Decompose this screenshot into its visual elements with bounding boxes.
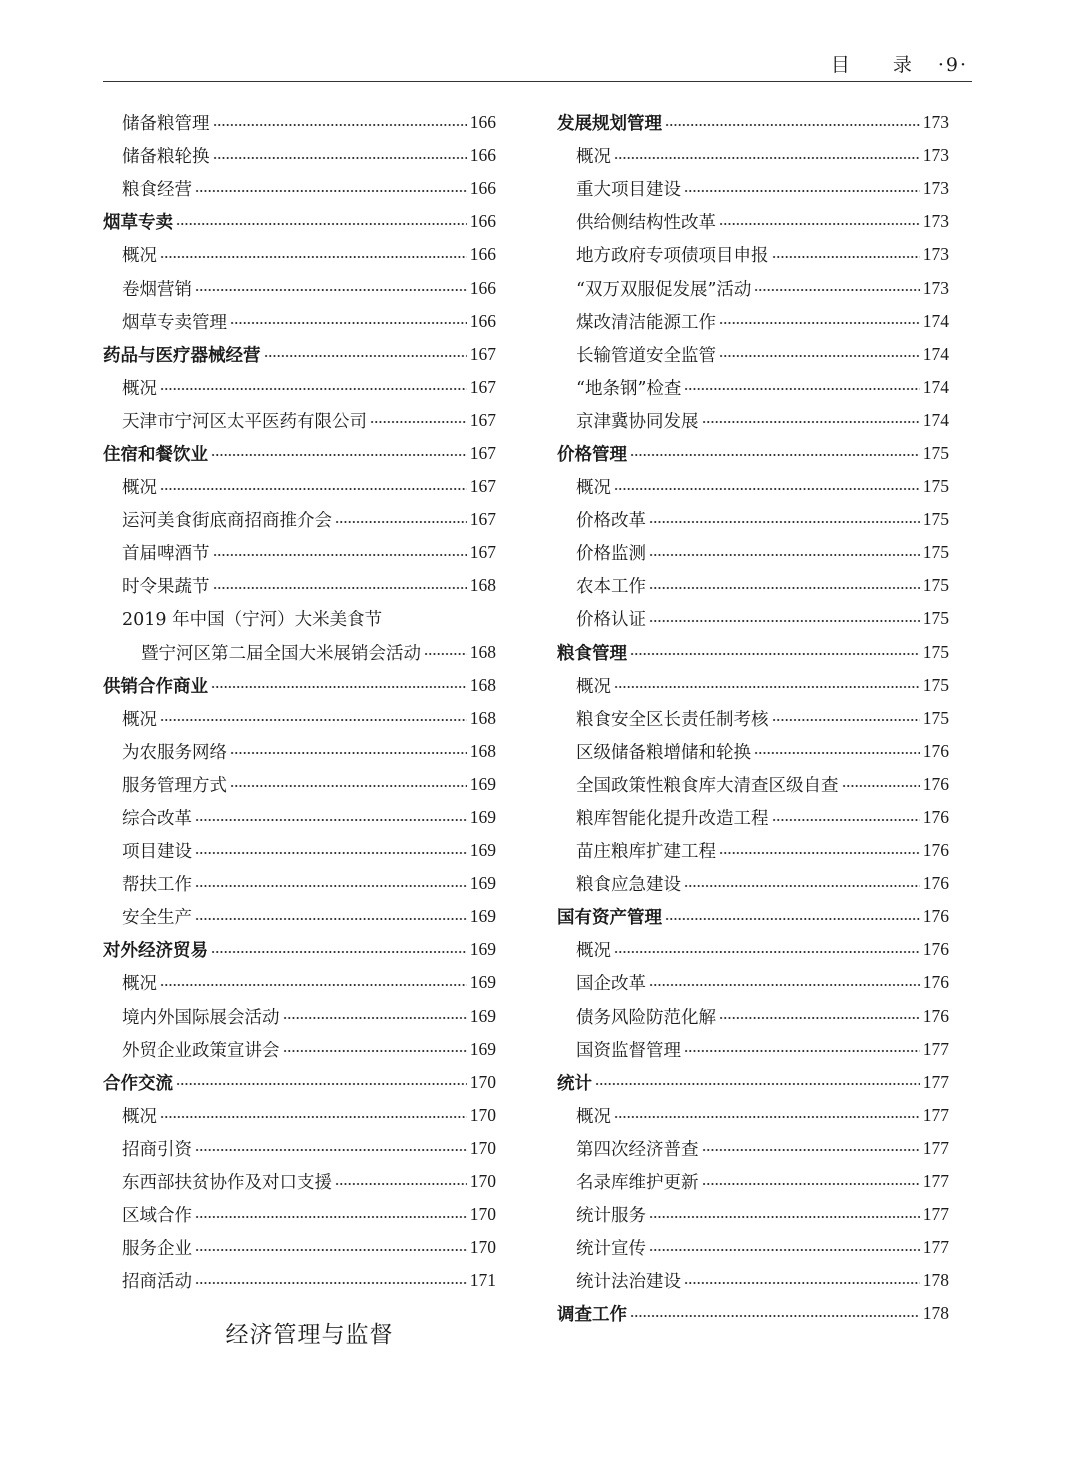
toc-leader-dots [614,487,920,491]
toc-entry-label: 价格认证 [576,610,646,631]
toc-page-number: 178 [922,1270,949,1291]
toc-entry [557,1198,949,1231]
toc-entry-label: 概况 [122,709,157,730]
toc-leader-dots [195,189,467,193]
toc-page-number: 177 [922,1204,949,1225]
toc-entry [557,933,949,966]
toc-entry-label: 发展规划管理 [557,114,662,135]
toc-entry-label: 区级储备粮增储和轮换 [576,742,751,763]
toc-section-entry [557,106,949,139]
toc-entry [557,1165,949,1198]
toc-page-number: 174 [922,343,949,364]
toc-entry [103,1231,496,1264]
toc-page-number: 167 [469,343,496,364]
toc-entry [557,1264,949,1297]
toc-entry-label: 时令果蔬节 [122,577,210,598]
toc-entry [557,238,949,271]
toc-entry [103,1000,496,1033]
toc-leader-dots [195,288,467,292]
toc-entry-label: 服务企业 [122,1239,192,1260]
toc-page-number: 173 [922,244,949,265]
toc-page-number: 177 [922,1171,949,1192]
toc-entry [557,271,949,304]
toc-leader-dots [649,586,920,590]
toc-leader-dots [772,255,920,259]
toc-entry-label: 调查工作 [557,1305,627,1326]
toc-page-number: 170 [469,1204,496,1225]
toc-entry-label: 烟草专卖 [103,213,173,234]
toc-leader-dots [649,1215,920,1219]
toc-page-number: 169 [469,939,496,960]
toc-page-number: 175 [922,509,949,530]
toc-entry [557,371,949,404]
toc-leader-dots [195,917,467,921]
toc-section-entry [103,1066,496,1099]
toc-entry-label: 重大项目建设 [576,180,681,201]
toc-page-number: 175 [922,575,949,596]
toc-page-number: 168 [469,674,496,695]
toc-entry [103,503,496,536]
toc-leader-dots [195,884,467,888]
toc-leader-dots [195,1215,467,1219]
toc-entry [557,669,949,702]
toc-page-number: 166 [469,112,496,133]
toc-page-number: 167 [469,376,496,397]
toc-leader-dots [649,1248,920,1252]
toc-entry-label: 粮食经营 [122,180,192,201]
toc-entry [557,1099,949,1132]
toc-page-number: 170 [469,1237,496,1258]
toc-entry-label: 概况 [576,676,611,697]
toc-leader-dots [213,586,467,590]
toc-entry-label: 供销合作商业 [103,676,208,697]
toc-page-number: 176 [922,972,949,993]
toc-leader-dots [614,156,920,160]
toc-leader-dots [335,520,467,524]
toc-leader-dots [335,1182,467,1186]
toc-entry [557,966,949,999]
toc-page-number: 166 [469,211,496,232]
toc-page-number: 166 [469,310,496,331]
toc-entry-label: 概况 [122,478,157,499]
toc-page-number: 169 [469,906,496,927]
toc-entry-label: 药品与医疗器械经营 [103,345,261,366]
toc-page-number: 176 [922,773,949,794]
toc-leader-dots [283,1049,467,1053]
toc-leader-dots [264,354,467,358]
toc-entry [103,1132,496,1165]
toc-page-number: 177 [922,1038,949,1059]
toc-page-number: 173 [922,145,949,166]
toc-section-entry [557,437,949,470]
toc-page-number: 169 [469,807,496,828]
toc-leader-dots [684,189,920,193]
toc-page-number: 174 [922,409,949,430]
toc-entry [103,702,496,735]
toc-leader-dots [176,1082,467,1086]
toc-entry [557,768,949,801]
toc-leader-dots [842,784,920,788]
toc-entry-label: 为农服务网络 [122,742,227,763]
toc-entry [103,470,496,503]
toc-entry-label: 统计宣传 [576,1239,646,1260]
toc-leader-dots [195,1248,467,1252]
toc-entry-label: 国资监督管理 [576,1040,681,1061]
toc-entry-label: 运河美食街底商招商推介会 [122,511,332,532]
toc-leader-dots [665,917,920,921]
toc-leader-dots [213,156,467,160]
toc-entry [103,569,496,602]
toc-leader-dots [772,818,920,822]
toc-leader-dots [213,553,467,557]
toc-entry [103,1198,496,1231]
toc-leader-dots [649,553,920,557]
toc-left-column [103,106,496,1297]
toc-page-number: 176 [922,840,949,861]
toc-page-number: 177 [922,1104,949,1125]
toc-entry-label: 粮食安全区长责任制考核 [576,709,769,730]
toc-entry-label: 第四次经济普查 [576,1139,699,1160]
toc-entry [103,238,496,271]
toc-page-number: 168 [469,641,496,662]
toc-section-entry [103,338,496,371]
toc-leader-dots [230,751,467,755]
toc-entry-label: 储备粮管理 [122,114,210,135]
toc-entry [103,768,496,801]
toc-page-number: 167 [469,542,496,563]
toc-leader-dots [213,123,467,127]
toc-entry [103,371,496,404]
toc-leader-dots [702,1148,920,1152]
toc-page-number: 174 [922,376,949,397]
toc-entry-label: 烟草专卖管理 [122,312,227,333]
toc-entry-label: 名录库维护更新 [576,1173,699,1194]
toc-leader-dots [719,354,920,358]
toc-leader-dots [719,321,920,325]
toc-entry-label: 概况 [122,1106,157,1127]
toc-leader-dots [684,387,919,391]
toc-entry-label: 招商活动 [122,1272,192,1293]
toc-entry [103,1099,496,1132]
toc-entry [103,536,496,569]
toc-entry-label: 暨宁河区第二届全国大米展销会活动 [141,643,421,664]
toc-leader-dots [195,851,467,855]
toc-entry-label: 项目建设 [122,842,192,863]
toc-leader-dots [160,255,467,259]
toc-entry-label: 统计法治建设 [576,1272,681,1293]
toc-page-number: 177 [922,1071,949,1092]
toc-page-number: 175 [922,674,949,695]
toc-entry-label: “地条钢”检查 [576,378,682,399]
toc-page-number: 176 [922,807,949,828]
toc-leader-dots [684,1281,920,1285]
toc-entry-label: 粮库智能化提升改造工程 [576,809,769,830]
toc-leader-dots [649,619,920,623]
toc-page-number: 176 [922,740,949,761]
toc-leader-dots [160,983,467,987]
toc-entry-label: 招商引资 [122,1139,192,1160]
toc-leader-dots [754,288,919,292]
toc-leader-dots [614,1115,920,1119]
toc-entry-label: 全国政策性粮食库大清查区级自查 [576,775,839,796]
toc-leader-dots [630,453,920,457]
toc-leader-dots [176,222,467,226]
toc-page-number: 168 [469,575,496,596]
toc-entry [557,735,949,768]
toc-leader-dots [211,685,467,689]
toc-page-number: 168 [469,740,496,761]
toc-page-number: 166 [469,178,496,199]
toc-entry [557,338,949,371]
toc-entry-label: 安全生产 [122,908,192,929]
toc-entry [557,1033,949,1066]
toc-page-number: 169 [469,773,496,794]
toc-entry-label: 住宿和餐饮业 [103,444,208,465]
toc-entry-label: 储备粮轮换 [122,147,210,168]
toc-entry [557,834,949,867]
toc-entry-label: 合作交流 [103,1073,173,1094]
toc-page-number: 173 [922,277,949,298]
toc-leader-dots [160,1115,467,1119]
toc-entry [557,536,949,569]
running-header [831,50,968,77]
toc-entry [557,503,949,536]
toc-page-number: 169 [469,1038,496,1059]
toc-leader-dots [160,387,467,391]
toc-leader-dots [719,222,920,226]
toc-page-number: 177 [922,1137,949,1158]
toc-entry [557,404,949,437]
toc-entry-label: 长输管道安全监管 [576,345,716,366]
toc-entry-label: 概况 [122,974,157,995]
toc-entry [103,735,496,768]
toc-entry [557,470,949,503]
toc-leader-dots [211,453,467,457]
toc-entry-label: 价格监测 [576,544,646,565]
toc-entry-label: 供给侧结构性改革 [576,213,716,234]
toc-leader-dots [195,1281,467,1285]
toc-leader-dots [595,1082,920,1086]
toc-section-entry [103,205,496,238]
toc-leader-dots [772,718,920,722]
section-heading: 经济管理与监督 [225,1322,394,1348]
toc-entry-label: 统计服务 [576,1206,646,1227]
toc-entry [103,1264,496,1297]
toc-leader-dots [684,884,920,888]
toc-entry-label: 东西部扶贫协作及对口支援 [122,1173,332,1194]
toc-leader-dots [719,1016,920,1020]
toc-right-column [557,106,949,1330]
toc-page-number: 173 [922,178,949,199]
toc-leader-dots [684,1049,920,1053]
toc-page-number: 166 [469,277,496,298]
toc-entry-label: 粮食应急建设 [576,875,681,896]
toc-page-number: 166 [469,145,496,166]
toc-entry-label: 2019 年中国（宁河）大米美食节 [122,610,383,631]
toc-page-number: 176 [922,1005,949,1026]
toc-entry-label: 概况 [122,246,157,267]
toc-entry-label: 帮扶工作 [122,875,192,896]
toc-entry-label: 价格管理 [557,444,627,465]
toc-entry [557,172,949,205]
toc-page-number: 177 [922,1237,949,1258]
toc-entry [103,636,496,669]
toc-entry [557,205,949,238]
toc-entry [103,271,496,304]
toc-section-entry [557,1066,949,1099]
toc-page-number: 174 [922,310,949,331]
toc-entry-label: 农本工作 [576,577,646,598]
toc-page-number: 169 [469,840,496,861]
toc-section-entry [557,900,949,933]
toc-page-number: 175 [922,707,949,728]
toc-entry-label: 价格改革 [576,511,646,532]
toc-section-entry [103,933,496,966]
toc-entry-label: 京津冀协同发展 [576,411,699,432]
toc-leader-dots [702,1182,920,1186]
toc-page-number: 167 [469,476,496,497]
toc-leader-dots [630,652,920,656]
toc-page-number: 173 [922,112,949,133]
toc-entry-label: 国有资产管理 [557,908,662,929]
toc-entry-label: 概况 [576,478,611,499]
toc-page-number: 169 [469,873,496,894]
toc-page-number: 175 [922,608,949,629]
toc-entry-label: 概况 [576,941,611,962]
toc-leader-dots [370,420,467,424]
toc-leader-dots [211,950,467,954]
toc-entry [103,172,496,205]
toc-entry [103,900,496,933]
toc-entry [103,867,496,900]
toc-entry-label: 债务风险防范化解 [576,1007,716,1028]
toc-page-number: 170 [469,1071,496,1092]
toc-entry [103,139,496,172]
toc-leader-dots [614,950,920,954]
toc-page-number: 167 [469,442,496,463]
header-rule [103,81,972,82]
toc-page-number: 176 [922,873,949,894]
toc-section-entry [557,1297,949,1330]
toc-leader-dots [665,123,920,127]
toc-entry-label: 苗庄粮库扩建工程 [576,842,716,863]
toc-entry-label: 地方政府专项债项目申报 [576,246,769,267]
toc-entry [557,569,949,602]
toc-page-number: 169 [469,1005,496,1026]
toc-section-entry [103,669,496,702]
toc-entry [557,1132,949,1165]
toc-entry-label: “双万双服促发展”活动 [576,279,752,300]
toc-leader-dots [754,751,920,755]
toc-leader-dots [719,851,920,855]
toc-entry-label: 服务管理方式 [122,775,227,796]
toc-leader-dots [160,718,467,722]
toc-entry-label: 概况 [576,147,611,168]
toc-entry [557,305,949,338]
toc-page-number: 167 [469,509,496,530]
toc-entry [103,1033,496,1066]
toc-entry [557,702,949,735]
toc-entry [557,139,949,172]
header-page-number: ·9· [937,54,968,76]
toc-section-entry [103,437,496,470]
toc-entry [557,867,949,900]
toc-leader-dots [649,983,920,987]
toc-section-entry [557,636,949,669]
toc-leader-dots [283,1016,467,1020]
toc-entry-label: 概况 [576,1106,611,1127]
toc-page-number: 168 [469,707,496,728]
toc-page-number: 170 [469,1171,496,1192]
toc-entry-label: 外贸企业政策宣讲会 [122,1040,280,1061]
toc-entry-label: 境内外国际展会活动 [122,1007,280,1028]
toc-entry-label: 卷烟营销 [122,279,192,300]
toc-entry [103,106,496,139]
toc-page-number: 176 [922,906,949,927]
toc-leader-dots [230,784,467,788]
toc-entry-label: 对外经济贸易 [103,941,208,962]
toc-page-number: 173 [922,211,949,232]
toc-page-number: 176 [922,939,949,960]
toc-entry-label: 综合改革 [122,809,192,830]
toc-entry-label: 煤改清洁能源工作 [576,312,716,333]
toc-leader-dots [702,420,920,424]
toc-entry-label: 天津市宁河区太平医药有限公司 [122,411,367,432]
toc-entry [103,1165,496,1198]
toc-entry-label: 统计 [557,1073,592,1094]
toc-entry [103,834,496,867]
toc-leader-dots [614,685,920,689]
toc-page-number: 175 [922,542,949,563]
toc-leader-dots [195,1148,467,1152]
toc-entry [103,801,496,834]
toc-entry-label: 国企改革 [576,974,646,995]
toc-page-number: 175 [922,442,949,463]
toc-entry [557,801,949,834]
toc-entry-label: 区域合作 [122,1206,192,1227]
toc-leader-dots [160,487,467,491]
toc-page-number: 169 [469,972,496,993]
toc-leader-dots [424,652,467,656]
toc-page-number: 171 [469,1270,496,1291]
toc-page-number: 175 [922,476,949,497]
toc-entry [103,305,496,338]
toc-page-number: 167 [469,409,496,430]
header-title: 目 录 [830,54,924,76]
toc-page-number: 170 [469,1137,496,1158]
toc-leader-dots [230,321,467,325]
toc-leader-dots [630,1314,920,1318]
toc-page-number: 178 [922,1303,949,1324]
toc-page-number: 170 [469,1104,496,1125]
toc-entry [103,966,496,999]
toc-page-number: 166 [469,244,496,265]
toc-entry [557,602,949,635]
toc-entry [103,404,496,437]
toc-entry [103,602,496,635]
toc-leader-dots [195,818,467,822]
toc-entry [557,1000,949,1033]
toc-page-number: 175 [922,641,949,662]
toc-entry-label: 粮食管理 [557,643,627,664]
toc-leader-dots [649,520,920,524]
toc-entry-label: 概况 [122,378,157,399]
toc-entry [557,1231,949,1264]
toc-entry-label: 首届啤酒节 [122,544,210,565]
